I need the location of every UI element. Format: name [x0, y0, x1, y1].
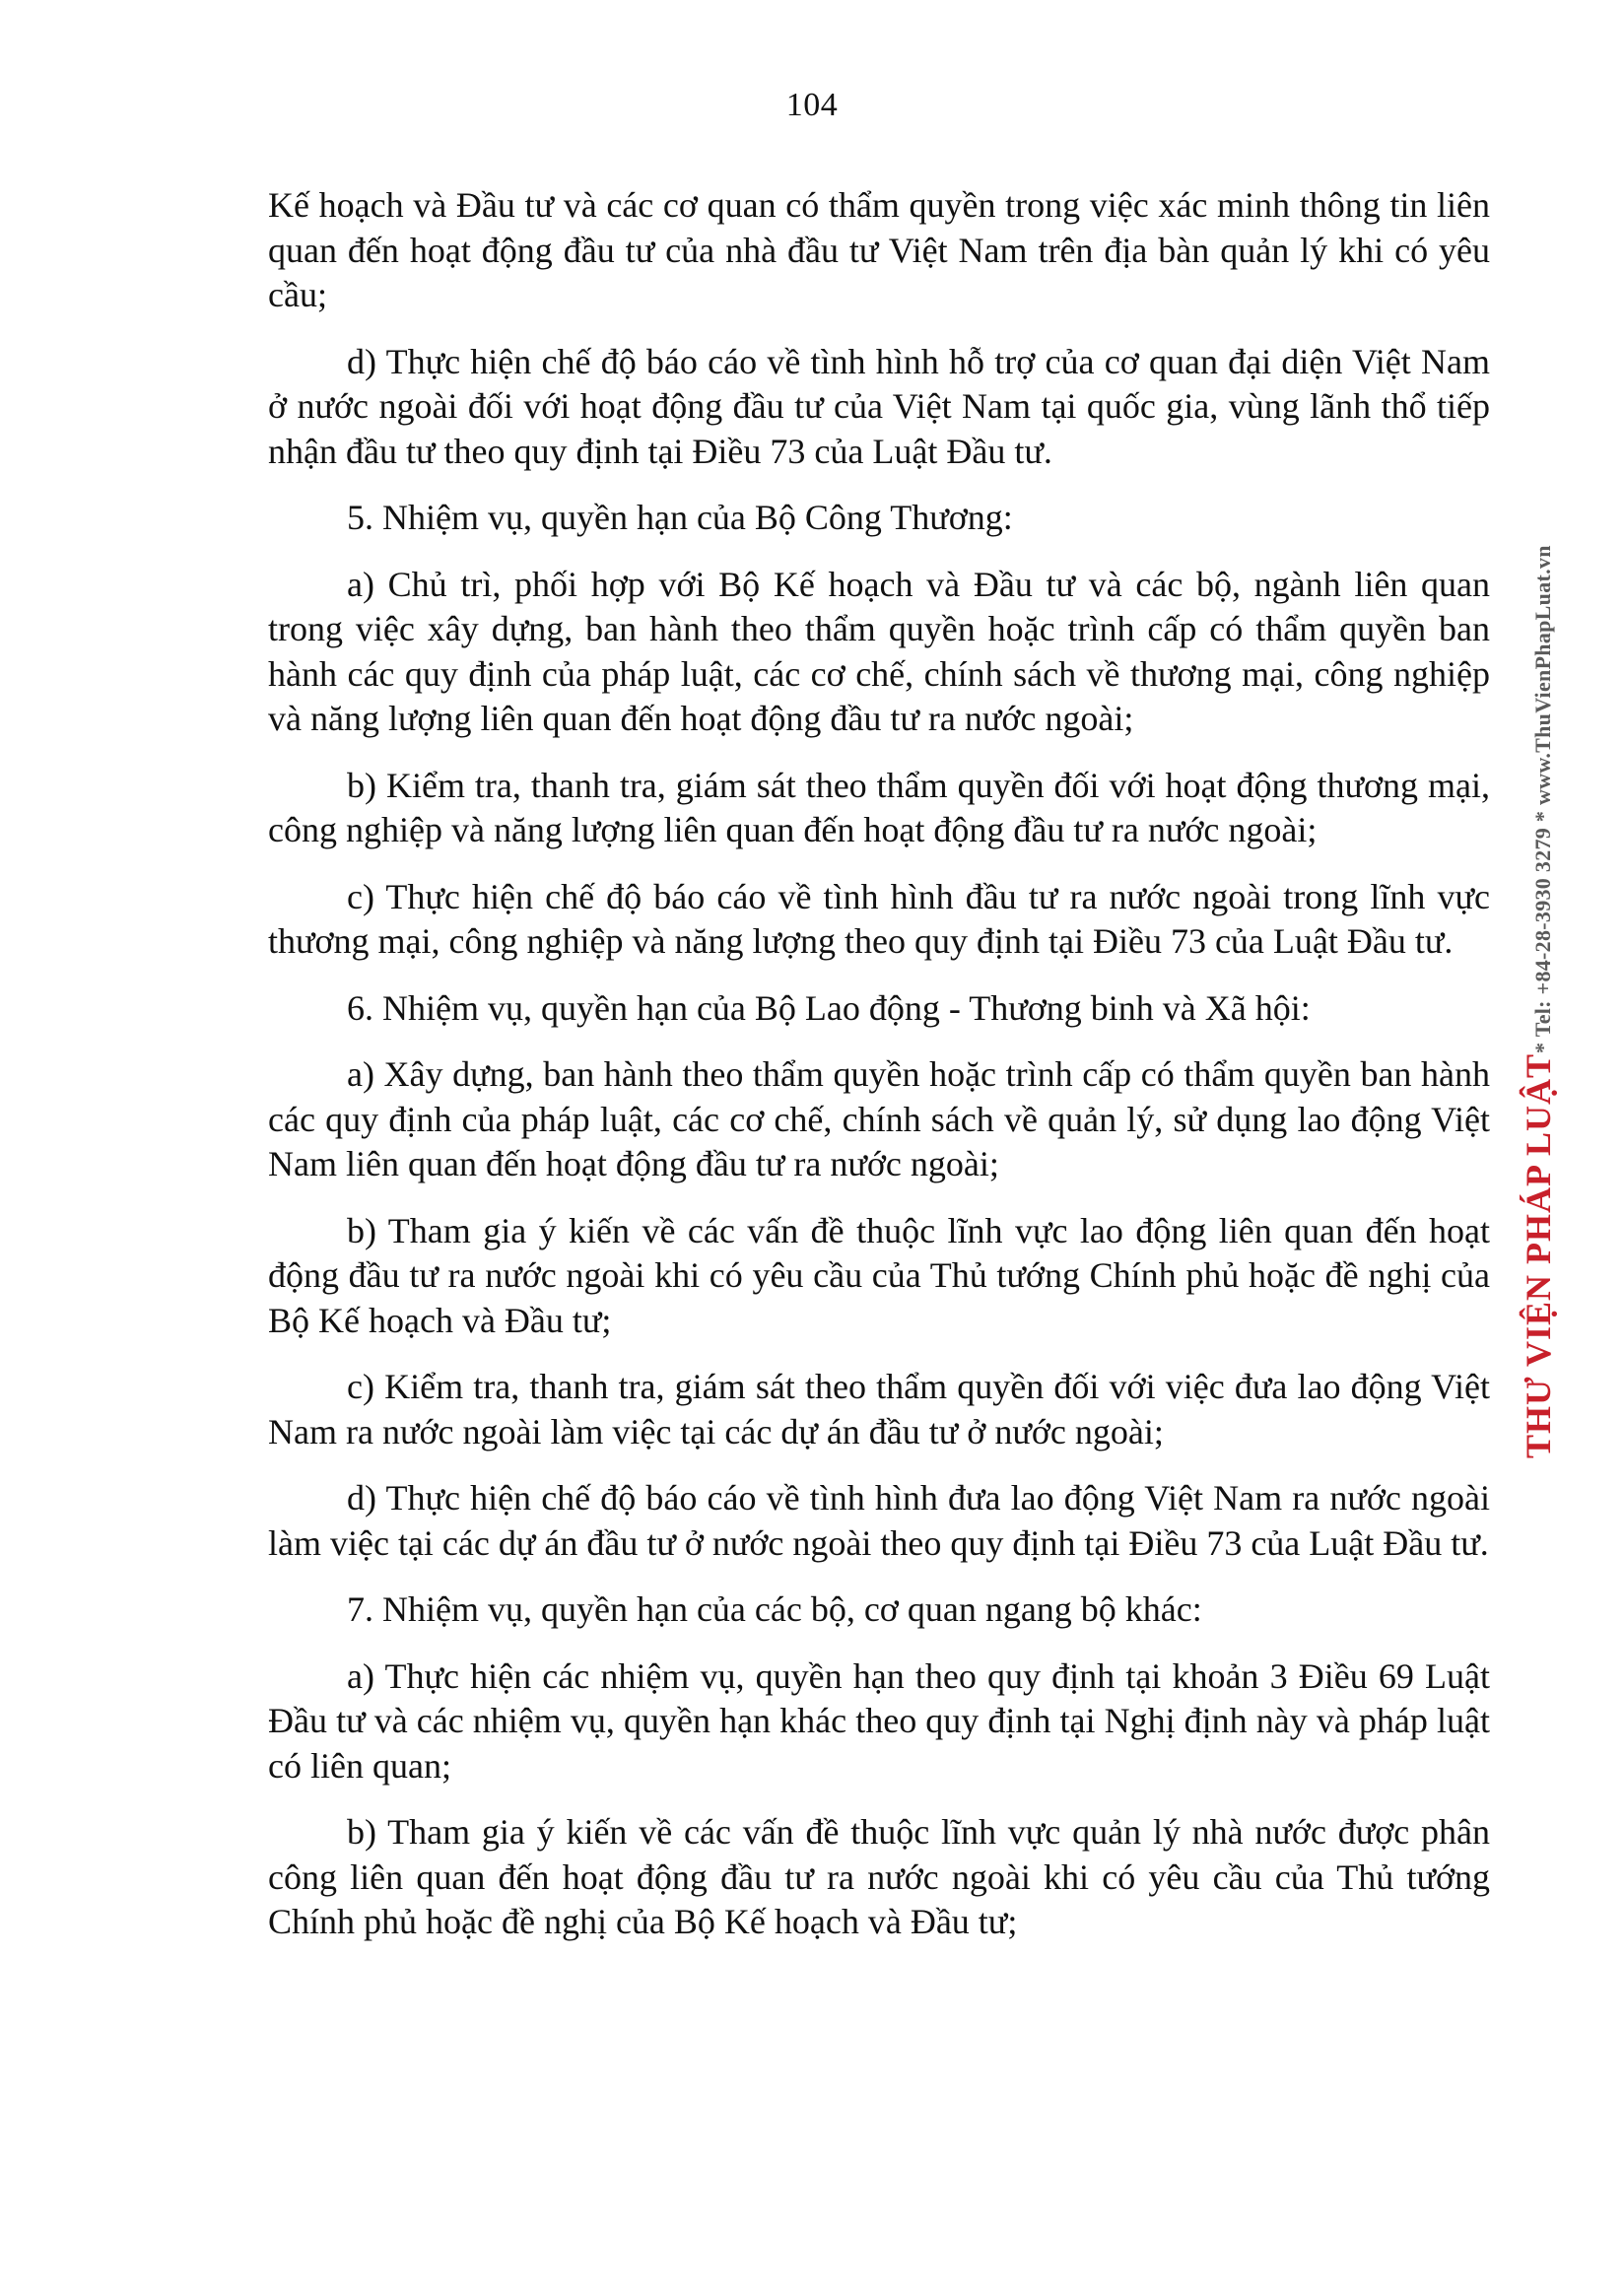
watermark: [1518, 545, 1559, 1458]
paragraph-5a: a) Chủ trì, phối hợp với Bộ Kế hoạch và Đầu tư và các bộ, ngành liên quan trong việc xây dựng, ban hành theo thẩm quyền hoặc trình cấp có thẩm quyền ban hành các quy định của pháp luật, các cơ chế, chính sách về thương mại, công nghiệp và năng lượng liên quan đến hoạt động đầu tư ra nước ngoài;: [268, 564, 1490, 738]
section-heading-5: 5. Nhiệm vụ, quyền hạn của Bộ Công Thương:: [347, 498, 1013, 537]
watermark-brand: THƯ VIỆN PHÁP LUẬT: [1519, 1052, 1558, 1458]
paragraph-5b: b) Kiểm tra, thanh tra, giám sát theo thẩm quyền đối với hoạt động thương mại, công nghiệp và năng lượng liên quan đến hoạt động đầu tư ra nước ngoài;: [268, 765, 1490, 849]
paragraph-6d: d) Thực hiện chế độ báo cáo về tình hình đưa lao động Việt Nam ra nước ngoài làm việc tại các dự án đầu tư ở nước ngoài theo quy định tại Điều 73 của Luật Đầu tư.: [268, 1478, 1490, 1563]
section-heading-7: 7. Nhiệm vụ, quyền hạn của các bộ, cơ quan ngang bộ khác:: [347, 1589, 1202, 1629]
document-body: [268, 183, 1490, 1945]
section-heading-6: 6. Nhiệm vụ, quyền hạn của Bộ Lao động - Thương binh và Xã hội:: [347, 987, 1311, 1028]
paragraph-4d: d) Thực hiện chế độ báo cáo về tình hình hỗ trợ của cơ quan đại diện Việt Nam ở nước ngoài đối với hoạt động đầu tư của Việt Nam tại quốc gia, vùng lãnh thổ tiếp nhận đầu tư theo quy định tại Điều 73 của Luật Đầu tư.: [268, 341, 1490, 471]
page-number: 104: [785, 87, 839, 123]
paragraph-6c: c) Kiểm tra, thanh tra, giám sát theo thẩm quyền đối với việc đưa lao động Việt Nam ra nước ngoài làm việc tại các dự án đầu tư ở nước ngoài;: [268, 1367, 1490, 1451]
watermark-contact: * Tel: +84-28-3930 3279 * www.ThuVienPhapLuat.vn: [1530, 545, 1555, 1053]
paragraph-6b: b) Tham gia ý kiến về các vấn đề thuộc lĩnh vực lao động liên quan đến hoạt động đầu tư ra nước ngoài khi có yêu cầu của Thủ tướng Chính phủ hoặc đề nghị của Bộ Kế hoạch và Đầu tư;: [268, 1210, 1490, 1340]
paragraph-7b: b) Tham gia ý kiến về các vấn đề thuộc lĩnh vực quản lý nhà nước được phân công liên quan đến hoạt động đầu tư ra nước ngoài khi có yêu cầu của Thủ tướng Chính phủ hoặc đề nghị của Bộ Kế hoạch và Đầu tư;: [268, 1812, 1490, 1941]
paragraph-continuation: Kế hoạch và Đầu tư và các cơ quan có thẩm quyền trong việc xác minh thông tin liên quan đến hoạt động đầu tư của nhà đầu tư Việt Nam trên địa bàn quản lý khi có yêu cầu;: [268, 185, 1490, 314]
paragraph-6a: a) Xây dựng, ban hành theo thẩm quyền hoặc trình cấp có thẩm quyền ban hành các quy định của pháp luật, các cơ chế, chính sách về quản lý, sử dụng lao động Việt Nam liên quan đến hoạt động đầu tư ra nước ngoài;: [268, 1054, 1490, 1183]
paragraph-5c: c) Thực hiện chế độ báo cáo về tình hình đầu tư ra nước ngoài trong lĩnh vực thương mại, công nghiệp và năng lượng theo quy định tại Điều 73 của Luật Đầu tư.: [268, 876, 1490, 961]
paragraph-7a: a) Thực hiện các nhiệm vụ, quyền hạn theo quy định tại khoản 3 Điều 69 Luật Đầu tư và các nhiệm vụ, quyền hạn khác theo quy định tại Nghị định này và pháp luật có liên quan;: [268, 1655, 1490, 1786]
